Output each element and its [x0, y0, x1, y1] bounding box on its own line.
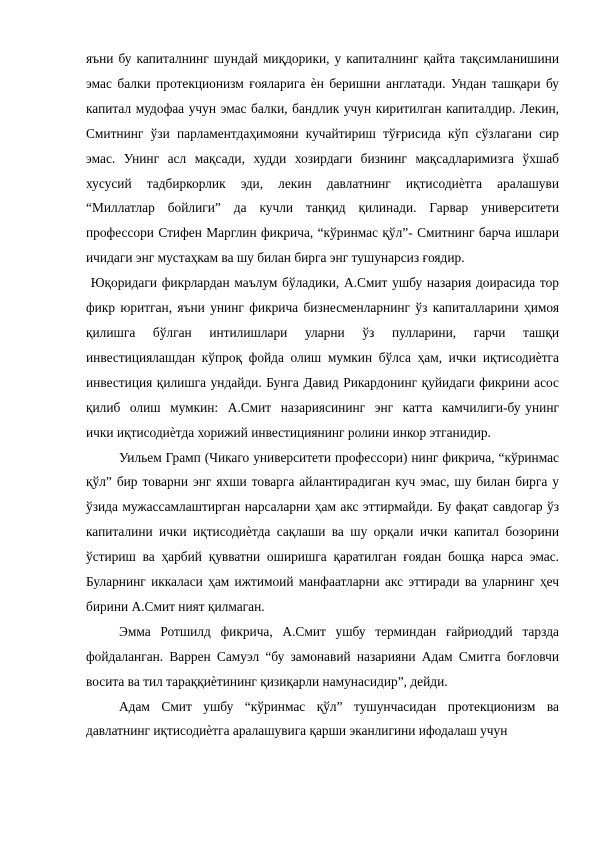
document-page [86, 47, 566, 744]
paragraph-1: яъни бу капиталнинг шундай миқдорики, у капиталнинг қайта тақсимланишини эмас балки протекционизм ғояларига ѐн беришни англатади. Ундан ташқари бу капитал мудофаа учун эмас балки, бандлик учун киритилган капиталдир. Лекин, Смитнинг ўзи парламентдаҳимояни кучайтириш тўғрисида кўп сўзлагани сир эмас. Унинг асл мақсади, худди хозирдаги бизнинг мақсадларимизга ўхшаб хусусий тадбиркорлик эди, лекин давлатнинг иқтисодиѐтга аралашуви “Миллатлар бойлиги” да кучли танқид қилинади. Гарвар университети профессори Стифен Марглин фикрича, “кўринмас қўл”- Смитнинг барча ишлари ичидаги энг мустаҳкам ва шу билан бирга энг тушунарсиз ғоядир. [86, 51, 559, 266]
paragraph-5: Адам Смит ушбу “кўринмас қўл” тушунчасидан протекционизм ва давлатнинг иқтисодиѐтга аралашувига қарши эканлигини ифодалаш учун [86, 698, 559, 739]
paragraph-4: Эмма Ротшилд фикрича, А.Смит ушбу терминдан ғайриоддий тарзда фойдаланган. Варрен Самуэл “бу замонавий назарияни Адам Смитга боғловчи восита ва тил тараққиѐтининг қизиқарли намунасидир”, дейди. [86, 623, 559, 689]
paragraph-2: Юқоридаги фикрлардан маълум бўладики, А.Смит ушбу назария доирасида тор фикр юритган, яъни унинг фикрича бизнесменларнинг ўз капиталларини ҳимоя қилишга бўлган интилишлари уларни ўз пулларини, гарчи ташқи инвестициялашдан кўпроқ фойда олиш мумкин бўлса ҳам, ички иқтисодиѐтга инвестиция қилишга ундайди. Бунга Давид Рикардонинг қуйидаги фикрини асос қилиб олиш мумкин: А.Смит назариясининг энг катта камчилиги-бу унинг ички иқтисодиѐтда хорижий инвестициянинг ролини инкор этганидир. [86, 275, 566, 440]
paragraph-3: Уильем Грамп (Чикаго университети профессори) нинг фикрича, “кўринмас қўл” бир товарни энг яхши товарга айлантирадиган куч эмас, шу билан бирга у ўзида мужассамлаштирган нарсаларни ҳам акс эттирмайди. Бу фақат савдогар ўз капиталини ички иқтисодиѐтда сақлаши ва шу орқали ички капитал бозорини ўстириш ва ҳарбий қувватни оширишга қаратилган ғоядан бошқа нарса эмас. Буларнинг иккаласи ҳам ижтимоий манфаатларни акс эттиради ва уларнинг ҳеч бирини А.Смит ният қилмаган. [86, 449, 559, 614]
